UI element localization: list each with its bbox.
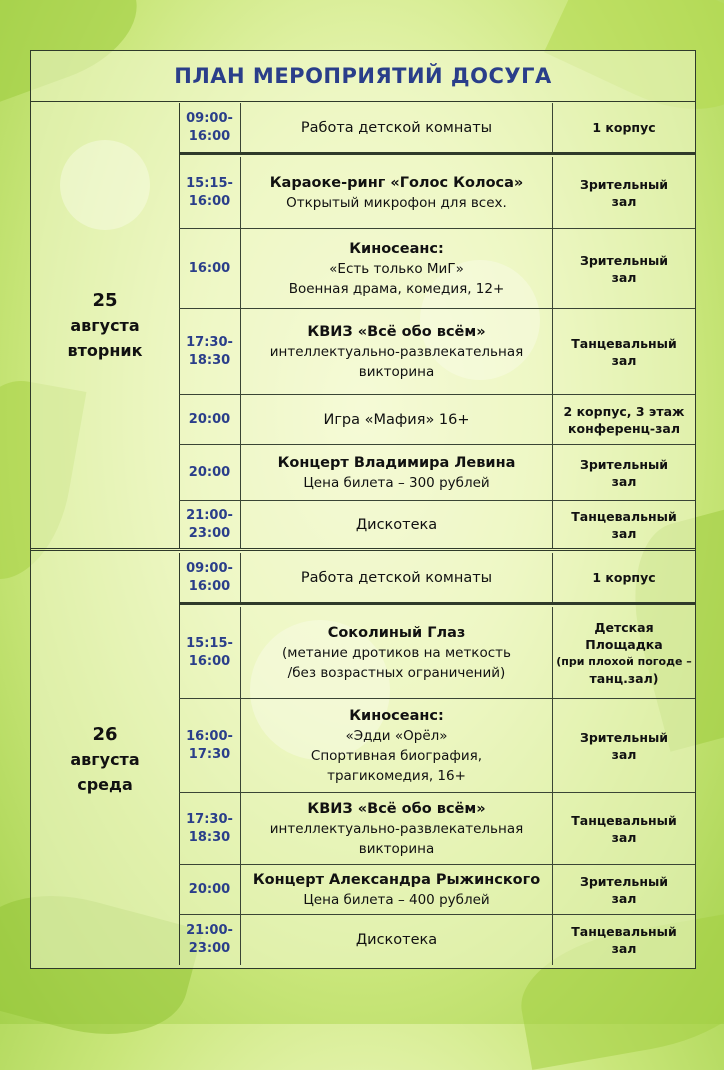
event-row <box>179 445 695 501</box>
event-row <box>179 501 695 548</box>
event-place: 1 корпус <box>592 120 656 135</box>
event-place: Танцевальный зал <box>571 812 677 845</box>
event-place: Зрительный зал <box>579 252 669 285</box>
event-description: Дискотека <box>241 915 553 965</box>
event-time: 09:00- 16:00 <box>179 103 241 152</box>
event-description: Соколиный Глаз (метание дротиков на меткость /без возрастных ограничений) <box>241 607 553 698</box>
event-time: 17:30- 18:30 <box>179 309 241 394</box>
event-description: КВИЗ «Всё обо всём» интеллектуально-развлекательная викторина <box>241 309 553 394</box>
event-place: Зрительный зал <box>579 729 669 762</box>
event-time: 21:00- 23:00 <box>179 915 241 965</box>
event-place: Зрительный зал <box>579 456 669 489</box>
event-row <box>179 395 695 445</box>
event-row <box>179 607 695 699</box>
event-time: 20:00 <box>179 865 241 914</box>
event-row <box>179 229 695 309</box>
event-place: Зрительный зал <box>579 176 669 209</box>
event-time: 15:15- 16:00 <box>179 157 241 228</box>
day-block <box>31 103 695 548</box>
event-place: Танцевальный зал <box>571 335 677 368</box>
day-divider <box>31 548 695 551</box>
date-number: 26 <box>92 723 118 745</box>
page-title: ПЛАН МЕРОПРИЯТИЙ ДОСУГА <box>31 51 695 102</box>
event-place: 2 корпус, 3 этаж конференц-зал <box>563 403 685 436</box>
event-place: Зрительный зал <box>579 873 669 906</box>
date-number: 25 <box>92 290 118 311</box>
event-description: Киносеанс: «Есть только МиГ» Военная драма, комедия, 12+ <box>241 229 553 308</box>
date-month: августа <box>70 749 140 769</box>
event-place: Танцевальный зал <box>571 924 677 956</box>
event-row <box>179 309 695 395</box>
event-row <box>179 915 695 965</box>
event-description: Работа детской комнаты <box>241 103 553 152</box>
event-row <box>179 793 695 865</box>
event-description: Киносеанс: «Эдди «Орёл» Спортивная биография, трагикомедия, 16+ <box>241 699 553 792</box>
date-month: августа <box>70 316 140 335</box>
event-time: 16:00- 17:30 <box>179 699 241 792</box>
event-time: 20:00 <box>179 445 241 500</box>
event-description: Концерт Александра Рыжинского Цена билета – 400 рублей <box>241 865 553 914</box>
date-weekday: вторник <box>67 341 143 360</box>
date-cell <box>31 103 180 548</box>
event-description: Работа детской комнаты <box>241 553 553 602</box>
event-place: Танцевальный зал <box>571 508 677 541</box>
event-time: 21:00- 23:00 <box>179 501 241 548</box>
event-time: 09:00- 16:00 <box>179 553 241 602</box>
event-row <box>179 553 695 605</box>
event-row <box>179 103 695 155</box>
event-time: 16:00 <box>179 229 241 308</box>
event-time: 17:30- 18:30 <box>179 793 241 864</box>
event-row <box>179 865 695 915</box>
event-description: Концерт Владимира Левина Цена билета – 300 рублей <box>241 445 553 500</box>
event-description: Игра «Мафия» 16+ <box>241 395 553 444</box>
schedule-table <box>30 50 696 969</box>
event-row <box>179 699 695 793</box>
event-description: КВИЗ «Всё обо всём» интеллектуально-развлекательная викторина <box>241 793 553 864</box>
event-row <box>179 157 695 229</box>
event-description: Дискотека <box>241 501 553 548</box>
event-place: 1 корпус <box>592 570 656 585</box>
day-block <box>31 553 695 965</box>
date-weekday: среда <box>77 774 133 794</box>
date-cell <box>31 553 180 965</box>
event-time: 20:00 <box>179 395 241 444</box>
event-place: Детская Площадка (при плохой погоде – танц.зал) <box>556 619 692 686</box>
event-time: 15:15- 16:00 <box>179 607 241 698</box>
event-description: Караоке-ринг «Голос Колоса» Открытый микрофон для всех. <box>241 157 553 228</box>
